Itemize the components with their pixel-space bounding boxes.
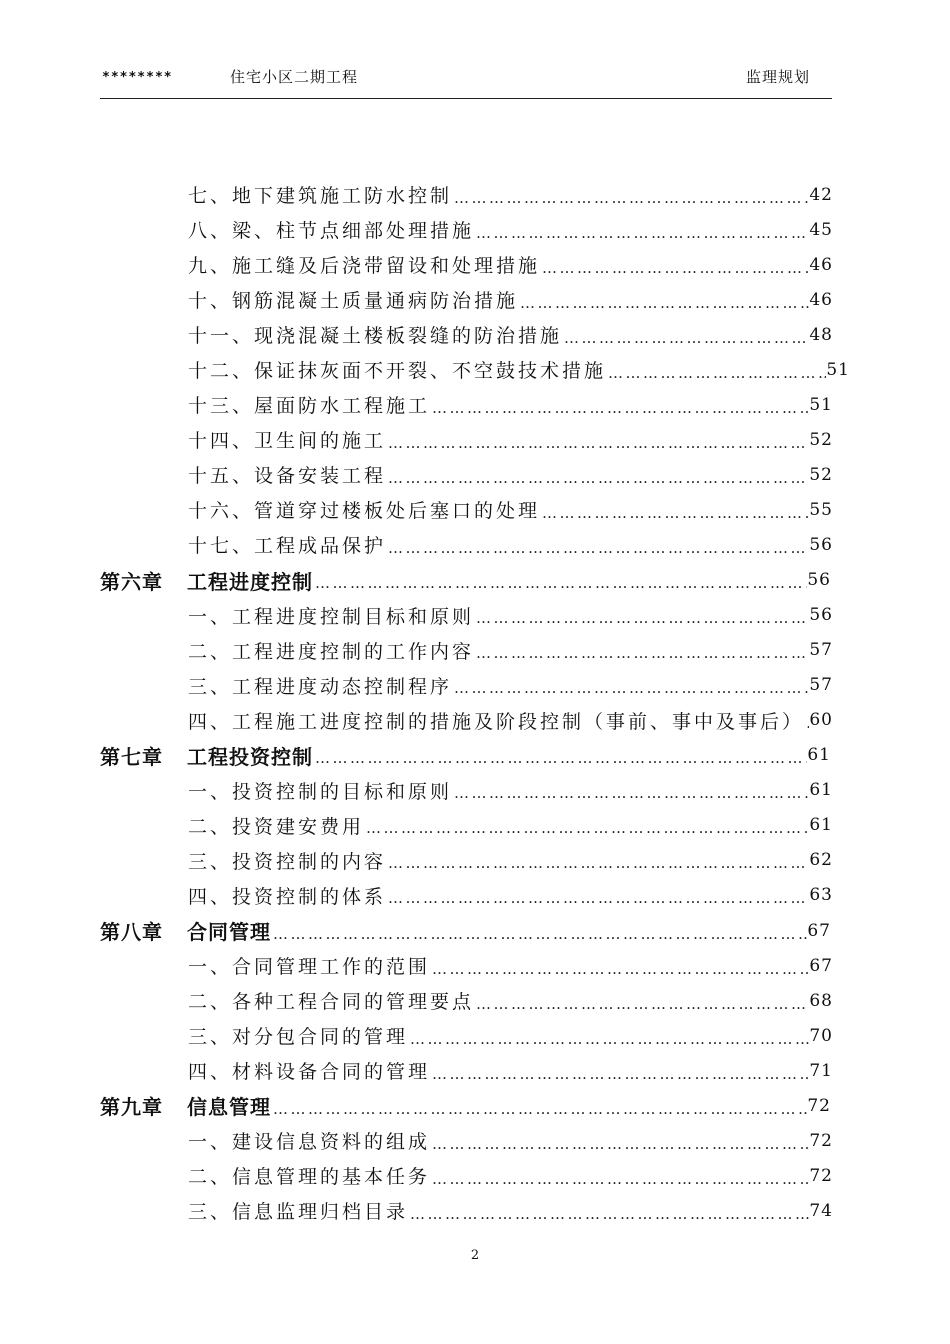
toc-page-number: 51	[826, 359, 850, 380]
toc-section-entry[interactable]	[0, 282, 833, 317]
toc-entry-title: 三、对分包合同的管理	[188, 1026, 409, 1049]
toc-chapter-entry[interactable]	[0, 1088, 831, 1123]
toc-page-number: 46	[809, 254, 833, 275]
toc-chapter-entry[interactable]	[0, 738, 831, 773]
toc-page-number: 57	[809, 675, 833, 696]
toc-page-number: 61	[809, 815, 833, 836]
toc-entry-title	[100, 741, 313, 770]
toc-leader-dots	[606, 364, 826, 382]
toc-entry-title: 十五、设备安装工程	[188, 465, 387, 488]
toc-section-entry[interactable]	[0, 247, 833, 282]
toc-leader-dots	[313, 749, 807, 767]
toc-leader-dots	[452, 189, 809, 207]
toc-entry-title: 十三、屋面防水工程施工	[188, 395, 431, 418]
header-document-type: 监理规划	[746, 68, 811, 86]
toc-leader-dots	[452, 784, 809, 802]
toc-section-entry[interactable]	[0, 878, 833, 913]
toc-leader-dots	[518, 294, 809, 312]
toc-leader-dots	[430, 1135, 809, 1153]
toc-chapter-entry[interactable]	[0, 563, 831, 598]
page-number: 2	[470, 1248, 480, 1263]
toc-entry-title: 十六、管道穿过楼板处后塞口的处理	[188, 500, 541, 523]
toc-entry-title: 十四、卫生间的施工	[188, 430, 387, 453]
toc-leader-dots	[540, 504, 809, 522]
toc-leader-dots	[408, 1030, 809, 1048]
toc-section-entry[interactable]	[0, 703, 833, 738]
chapter-title: 信息管理	[187, 1095, 271, 1120]
toc-section-entry[interactable]	[0, 387, 833, 422]
toc-leader-dots	[313, 574, 807, 592]
toc-page-number: 56	[809, 534, 833, 555]
toc-page-number: 56	[807, 570, 831, 591]
toc-leader-dots	[430, 960, 809, 978]
toc-entry-title: 三、投资控制的内容	[188, 850, 387, 873]
toc-section-entry[interactable]	[0, 598, 833, 633]
toc-entry-title	[100, 566, 313, 595]
toc-entry-title: 四、工程施工进度控制的措施及阶段控制（事前、事中及事后）	[188, 710, 805, 733]
toc-leader-dots	[386, 469, 809, 487]
toc-leader-dots	[271, 925, 807, 943]
toc-page-number: 55	[809, 499, 833, 520]
toc-entry-title: 九、施工缝及后浇带留设和处理措施	[188, 255, 541, 278]
toc-entry-title: 四、投资控制的体系	[188, 885, 387, 908]
toc-page-number: 70	[809, 1025, 833, 1046]
toc-section-entry[interactable]	[0, 983, 833, 1018]
table-of-contents	[0, 177, 950, 1228]
toc-entry-title: 一、建设信息资料的组成	[188, 1131, 431, 1154]
toc-section-entry[interactable]	[0, 1123, 833, 1158]
chapter-title: 工程投资控制	[187, 744, 313, 769]
toc-entry-title: 一、合同管理工作的范围	[188, 956, 431, 979]
toc-page-number: 71	[809, 1060, 833, 1081]
toc-entry-title: 十、钢筋混凝土质量通病防治措施	[188, 290, 519, 313]
toc-entry-title: 二、工程进度控制的工作内容	[188, 640, 475, 663]
toc-page-number: 74	[809, 1200, 833, 1221]
page-header	[0, 66, 950, 94]
toc-page-number: 72	[807, 1095, 831, 1116]
toc-entry-title: 一、投资控制的目标和原则	[188, 780, 453, 803]
toc-section-entry[interactable]	[0, 773, 833, 808]
toc-chapter-entry[interactable]	[0, 913, 831, 948]
toc-leader-dots	[430, 1170, 809, 1188]
toc-page-number: 68	[809, 990, 833, 1011]
toc-page-number: 46	[809, 289, 833, 310]
toc-page-number: 67	[807, 920, 831, 941]
toc-section-entry[interactable]	[0, 633, 833, 668]
toc-section-entry[interactable]	[0, 177, 833, 212]
toc-page-number: 61	[807, 745, 831, 766]
toc-section-entry[interactable]	[0, 808, 833, 843]
header-divider	[100, 98, 832, 99]
toc-entry-title: 十一、现浇混凝土楼板裂缝的防治措施	[188, 325, 563, 348]
header-project-title: 住宅小区二期工程	[230, 68, 359, 86]
toc-entry-title: 八、梁、柱节点细部处理措施	[188, 220, 475, 243]
toc-section-entry[interactable]	[0, 1053, 833, 1088]
toc-section-entry[interactable]	[0, 212, 833, 247]
toc-section-entry[interactable]	[0, 457, 833, 492]
toc-section-entry[interactable]	[0, 492, 833, 527]
toc-page-number: 60	[809, 710, 833, 731]
toc-entry-title: 二、信息管理的基本任务	[188, 1166, 431, 1189]
toc-entry-title: 十二、保证抹灰面不开裂、不空鼓技术措施	[188, 360, 607, 383]
toc-leader-dots	[408, 1205, 809, 1223]
page-footer	[0, 1248, 950, 1263]
toc-leader-dots	[386, 434, 809, 452]
toc-page-number: 62	[809, 850, 833, 871]
toc-section-entry[interactable]	[0, 317, 833, 352]
toc-section-entry[interactable]	[0, 1018, 833, 1053]
chapter-title: 工程进度控制	[187, 569, 313, 594]
toc-section-entry[interactable]	[0, 422, 833, 457]
toc-page-number: 56	[809, 605, 833, 626]
toc-leader-dots	[386, 854, 809, 872]
toc-page-number: 52	[809, 464, 833, 485]
toc-page-number: 52	[809, 429, 833, 450]
chapter-number: 第九章	[100, 1095, 163, 1120]
toc-entry-title: 十七、工程成品保护	[188, 535, 387, 558]
toc-entry-title: 三、信息监理归档目录	[188, 1201, 409, 1224]
toc-entry-title: 一、工程进度控制目标和原则	[188, 605, 475, 628]
toc-leader-dots	[562, 329, 809, 347]
toc-leader-dots	[474, 995, 809, 1013]
toc-section-entry[interactable]	[0, 527, 833, 562]
toc-page-number: 72	[809, 1165, 833, 1186]
chapter-title: 合同管理	[187, 920, 271, 944]
toc-page-number: 61	[809, 780, 833, 801]
toc-leader-dots	[430, 399, 809, 417]
toc-section-entry[interactable]	[0, 1193, 833, 1228]
toc-page-number: 48	[809, 324, 833, 345]
toc-entry-title	[100, 916, 271, 945]
toc-entry-title: 二、各种工程合同的管理要点	[188, 991, 475, 1014]
toc-leader-dots	[540, 259, 809, 277]
toc-entry-title: 二、投资建安费用	[188, 815, 365, 838]
toc-leader-dots	[386, 889, 809, 907]
toc-section-entry[interactable]	[0, 948, 833, 983]
toc-section-entry[interactable]	[0, 843, 833, 878]
toc-entry-title: 三、工程进度动态控制程序	[188, 675, 453, 698]
chapter-number: 第六章	[100, 569, 163, 594]
toc-section-entry[interactable]	[0, 668, 833, 703]
toc-entry-title	[100, 1091, 271, 1120]
toc-leader-dots	[386, 539, 809, 557]
toc-page-number: 51	[809, 394, 833, 415]
toc-entry-title: 七、地下建筑施工防水控制	[188, 185, 453, 208]
chapter-number: 第七章	[100, 744, 163, 769]
toc-page-number: 57	[809, 640, 833, 661]
toc-leader-dots	[474, 224, 809, 242]
toc-leader-dots	[452, 679, 809, 697]
toc-leader-dots	[474, 609, 809, 627]
toc-page-number: 42	[809, 184, 833, 205]
toc-page-number: 67	[809, 955, 833, 976]
toc-section-entry[interactable]	[0, 1158, 833, 1193]
toc-page-number: 63	[809, 885, 833, 906]
toc-leader-dots	[430, 1065, 809, 1083]
toc-section-entry[interactable]	[0, 352, 850, 387]
toc-leader-dots	[474, 644, 809, 662]
chapter-number: 第八章	[100, 920, 163, 944]
toc-entry-title: 四、材料设备合同的管理	[188, 1061, 431, 1084]
toc-leader-dots	[364, 819, 809, 837]
header-left-text: ********	[102, 70, 173, 85]
toc-leader-dots	[271, 1100, 807, 1118]
toc-page-number: 45	[809, 219, 833, 240]
toc-page-number: 72	[809, 1130, 833, 1151]
